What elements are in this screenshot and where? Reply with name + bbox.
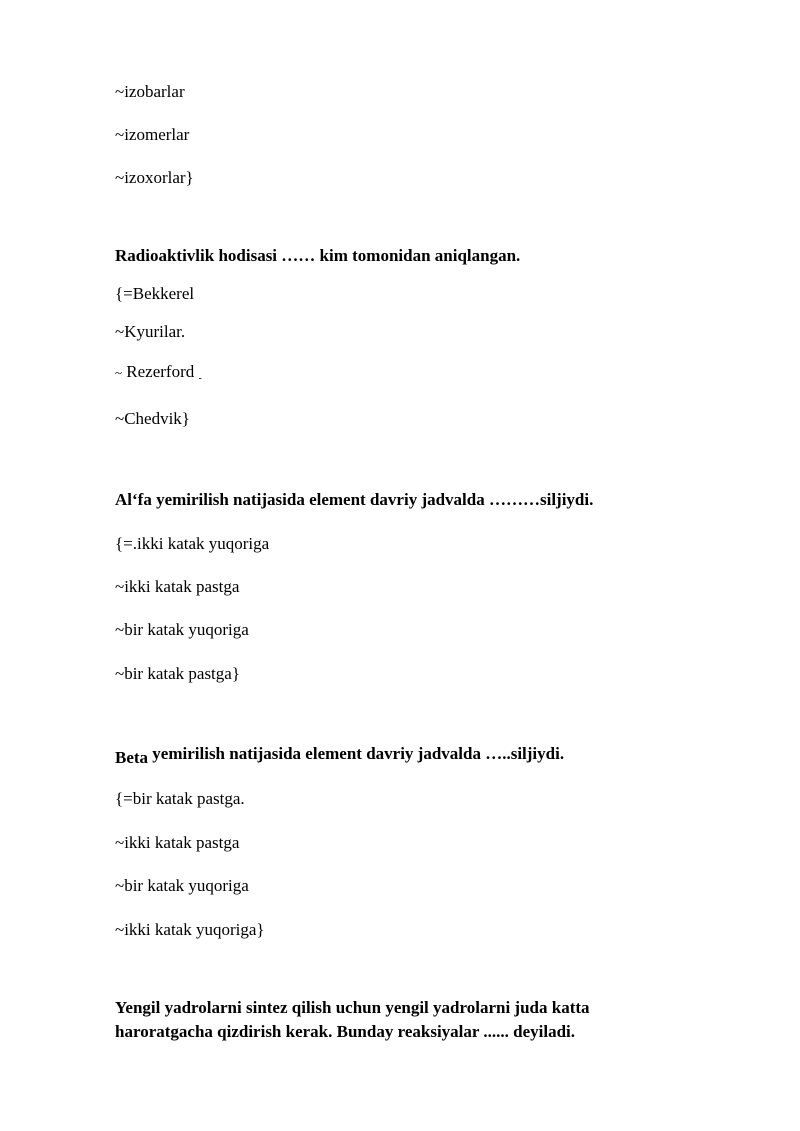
answer-option: ~ikki katak pastga xyxy=(115,577,240,596)
answer-option: ~Chedvik} xyxy=(115,409,190,428)
answer-option: ~bir katak yuqoriga xyxy=(115,620,249,639)
question-text: Al‘fa yemirilish natijasida element davriy jadvalda ………siljiydi. xyxy=(115,490,594,509)
question-text: Radioaktivlik hodisasi …… kim tomonidan aniqlangan. xyxy=(115,246,521,265)
stray-mark: - xyxy=(198,373,202,384)
tilde-mark: ~ xyxy=(115,365,123,380)
question-text xyxy=(115,744,565,767)
answer-option: {=.ikki katak yuqoriga xyxy=(115,534,270,553)
answer-option xyxy=(115,362,202,385)
answer-option: {=bir katak pastga. xyxy=(115,789,245,808)
answer-text: Rezerford xyxy=(126,362,195,381)
answer-option: ~ikki katak pastga xyxy=(115,833,240,852)
answer-option: ~izobarlar xyxy=(115,82,185,101)
answer-option: ~Kyurilar. xyxy=(115,322,186,341)
answer-option: ~bir katak yuqoriga xyxy=(115,876,249,895)
answer-option: ~bir katak pastga} xyxy=(115,664,240,683)
answer-option: {=Bekkerel xyxy=(115,284,195,303)
question-rest: yemirilish natijasida element davriy jadvalda …..siljiydi. xyxy=(152,744,565,763)
answer-option: ~izomerlar xyxy=(115,125,190,144)
answer-option: ~izoxorlar} xyxy=(115,168,194,187)
question-prefix: Beta xyxy=(115,748,149,767)
answer-option: ~ikki katak yuqoriga} xyxy=(115,920,265,939)
question-text: Yengil yadrolarni sintez qilish uchun yengil yadrolarni juda katta haroratgacha qizdirish kerak. Bunday reaksiyalar ...... deyiladi. xyxy=(115,998,590,1041)
